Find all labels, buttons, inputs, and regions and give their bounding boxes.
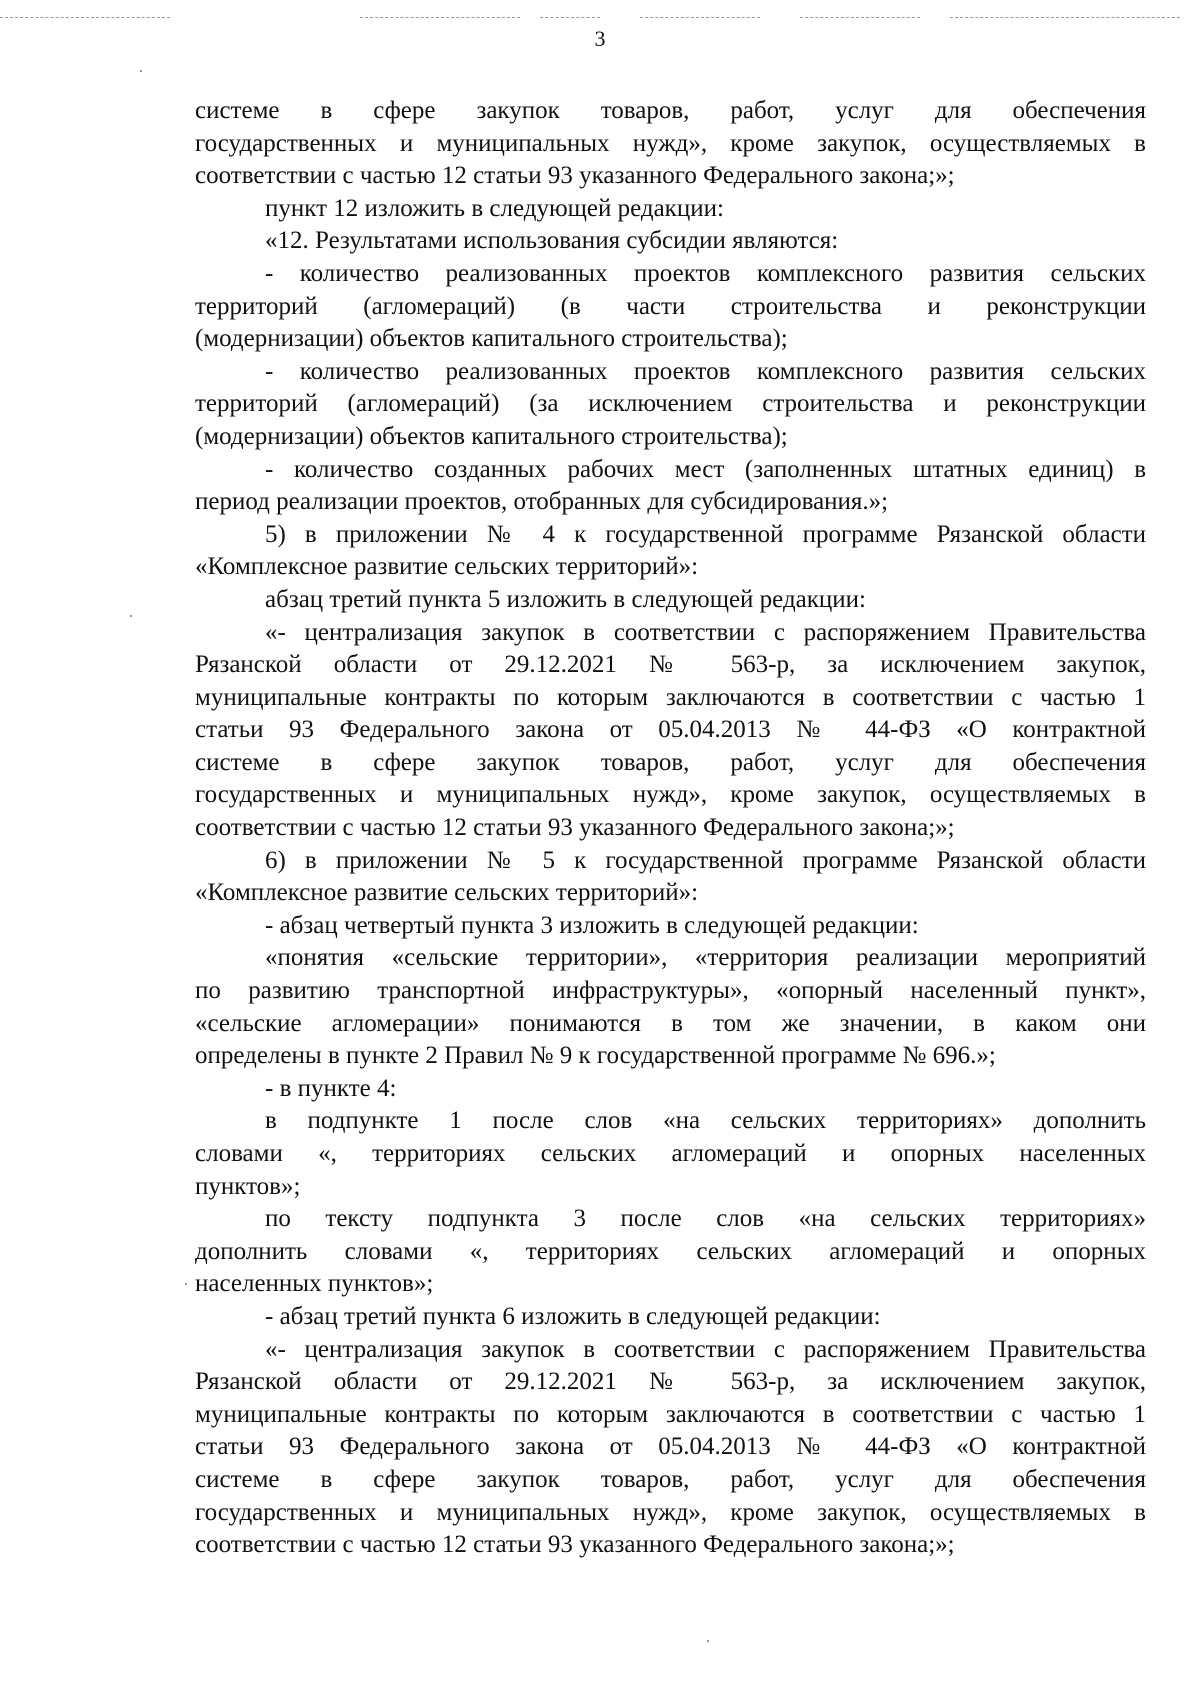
text-line: системе в сфере закупок товаров, работ, услуг для обеспечения [195, 748, 1146, 776]
text-line: государственных и муниципальных нужд», кроме закупок, осуществляемых в [195, 781, 1146, 809]
scan-speck [140, 70, 142, 72]
text-line: - количество созданных рабочих мест (заполненных штатных единиц) в [265, 455, 1146, 483]
text-line: - в пункте 4: [265, 1074, 397, 1102]
text-line: «- централизация закупок в соответствии с распоряжением Правительства [265, 618, 1146, 646]
scan-artifact-line [950, 17, 1180, 18]
document-body [195, 95, 1146, 1562]
page-number: 3 [594, 26, 606, 51]
text-line: - абзац третий пункта 6 изложить в следующей редакции: [265, 1302, 881, 1330]
text-line: (модернизации) объектов капитального строительства); [195, 422, 788, 450]
text-line: соответствии с частью 12 статьи 93 указанного Федерального закона;»; [195, 1531, 955, 1559]
text-line: по развитию транспортной инфраструктуры», «опорный населенный пункт», [195, 977, 1146, 1005]
scan-artifact-line [800, 17, 920, 18]
text-line: абзац третий пункта 5 изложить в следующей редакции: [265, 585, 866, 613]
text-line: муниципальные контракты по которым заключаются в соответствии с частью 1 [195, 1400, 1146, 1428]
text-line: государственных и муниципальных нужд», кроме закупок, осуществляемых в [195, 1498, 1146, 1526]
text-line: период реализации проектов, отобранных для субсидирования.»; [195, 488, 889, 516]
text-line: «- централизация закупок в соответствии с распоряжением Правительства [265, 1335, 1146, 1363]
text-line: «сельские агломерации» понимаются в том же значении, в каком они [195, 1009, 1146, 1037]
text-line: соответствии с частью 12 статьи 93 указанного Федерального закона;»; [195, 162, 955, 190]
text-line: - абзац четвертый пункта 3 изложить в следующей редакции: [265, 911, 919, 939]
text-line: соответствии с частью 12 статьи 93 указанного Федерального закона;»; [195, 814, 955, 842]
text-line: пункт 12 изложить в следующей редакции: [265, 194, 724, 222]
text-line: в подпункте 1 после слов «на сельских территориях» дополнить [265, 1107, 1146, 1135]
scan-speck [185, 1283, 187, 1285]
text-line: по тексту подпункта 3 после слов «на сельских территориях» [265, 1205, 1146, 1233]
text-line: системе в сфере закупок товаров, работ, услуг для обеспечения [195, 1465, 1146, 1493]
text-line: - количество реализованных проектов комплексного развития сельских [265, 357, 1146, 385]
text-line: государственных и муниципальных нужд», кроме закупок, осуществляемых в [195, 129, 1146, 157]
text-line: системе в сфере закупок товаров, работ, услуг для обеспечения [195, 97, 1146, 124]
text-line: определены в пункте 2 Правил № 9 к государственной программе № 696.»; [195, 1042, 996, 1070]
text-line: «понятия «сельские территории», «территория реализации мероприятий [265, 944, 1146, 972]
text-line: территорий (агломераций) (за исключением строительства и реконструкции [195, 390, 1146, 418]
text-line: статьи 93 Федерального закона от 05.04.2013 № 44-ФЗ «О контрактной [195, 716, 1146, 744]
text-line: 6) в приложении № 5 к государственной программе Рязанской области [265, 846, 1146, 874]
text-line: муниципальные контракты по которым заключаются в соответствии с частью 1 [195, 683, 1146, 711]
text-line: Рязанской области от 29.12.2021 № 563-р, за исключением закупок, [195, 651, 1146, 679]
text-line: словами «, территориях сельских агломераций и опорных населенных [195, 1140, 1146, 1167]
text-line: (модернизации) объектов капитального строительства); [195, 325, 788, 353]
text-line: пунктов»; [195, 1172, 301, 1200]
text-line: «12. Результатами использования субсидии являются: [265, 227, 839, 255]
scan-artifact-line [540, 17, 600, 18]
scan-artifact-line [640, 17, 760, 18]
scan-artifact-line [0, 17, 170, 18]
scan-artifact-line [360, 17, 520, 18]
text-line: «Комплексное развитие сельских территорий»: [195, 879, 699, 907]
text-line: Рязанской области от 29.12.2021 № 563-р, за исключением закупок, [195, 1368, 1146, 1396]
scan-speck [130, 615, 132, 617]
text-line: 5) в приложении № 4 к государственной программе Рязанской области [265, 520, 1146, 548]
text-line: статьи 93 Федерального закона от 05.04.2013 № 44-ФЗ «О контрактной [195, 1433, 1146, 1461]
scan-speck [707, 1640, 709, 1642]
text-line: дополнить словами «, территориях сельских агломераций и опорных [195, 1237, 1146, 1265]
text-line: территорий (агломераций) (в части строительства и реконструкции [195, 292, 1146, 320]
text-line: населенных пунктов»; [195, 1270, 434, 1298]
text-line: «Комплексное развитие сельских территорий»: [195, 553, 699, 581]
text-line: - количество реализованных проектов комплексного развития сельских [265, 259, 1146, 287]
